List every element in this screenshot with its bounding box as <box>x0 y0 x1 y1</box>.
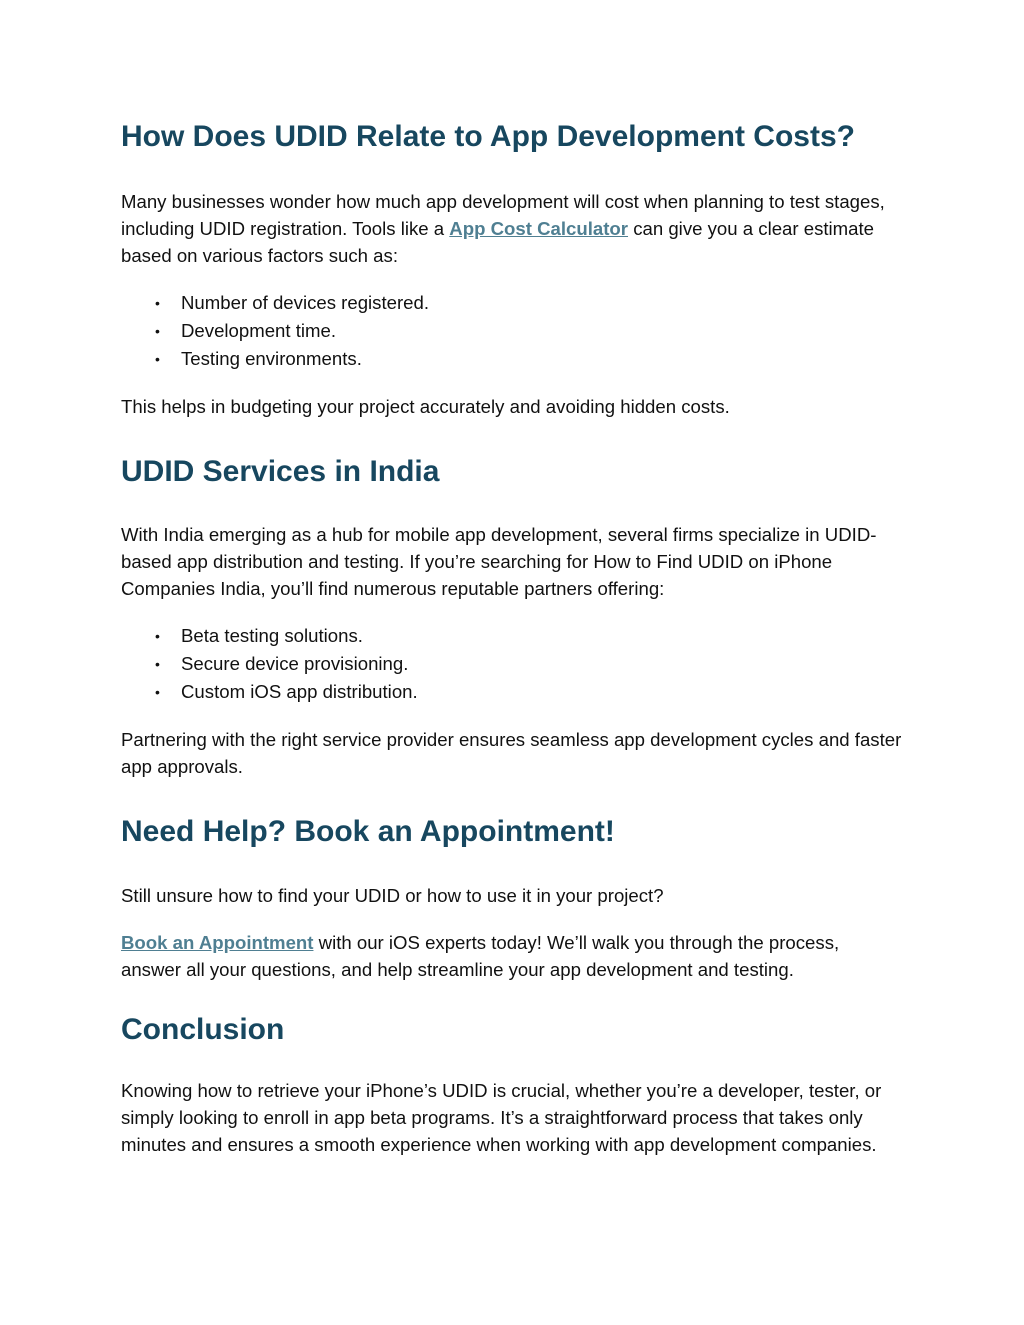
list-item <box>121 317 904 345</box>
paragraph-partnering: Partnering with the right service provider ensures seamless app development cycles and faster app approvals. <box>121 729 902 777</box>
paragraph-book-appointment <box>121 929 904 983</box>
heading-app-development-costs: How Does UDID Relate to App Development Costs? <box>121 120 855 153</box>
paragraph-still-unsure: Still unsure how to find your UDID or how to use it in your project? <box>121 885 664 906</box>
list-item <box>121 678 904 706</box>
list-item <box>121 345 904 373</box>
bullet-icon: • <box>155 656 160 672</box>
list-item-text: Custom iOS app distribution. <box>181 681 418 702</box>
paragraph-conclusion: Knowing how to retrieve your iPhone’s UDID is crucial, whether you’re a developer, tester, or simply looking to enroll in app beta programs. It’s a straightforward process that takes only minutes and ensures a smooth experience when working with app development companies. <box>121 1080 882 1155</box>
heading-udid-services-india: UDID Services in India <box>121 455 440 488</box>
cost-factors-list <box>121 289 904 373</box>
cost-intro-text-end: can give you a clear estimate based on various factors such as: <box>121 218 875 266</box>
heading-book-appointment: Need Help? Book an Appointment! <box>121 815 615 848</box>
list-item <box>121 650 904 678</box>
paragraph-india-intro: With India emerging as a hub for mobile app development, several firms specialize in UDID-based app distribution and testing. If you’re searching for How to Find UDID on iPhone Companies India, you’ll find numerous reputable partners offering: <box>121 524 877 599</box>
paragraph-budgeting: This helps in budgeting your project accurately and avoiding hidden costs. <box>121 396 730 417</box>
list-item-text: Testing environments. <box>181 348 362 369</box>
cost-intro-text-start: Many businesses wonder how much app development will cost when planning to test stages, including UDID registration. Tools like a <box>121 191 885 239</box>
bullet-icon: • <box>155 323 160 339</box>
book-appointment-text: with our iOS experts today! We’ll walk you through the process, answer all your questions, and help streamline your app development and testing. <box>121 932 840 980</box>
book-appointment-link[interactable]: Book an Appointment <box>121 932 314 953</box>
bullet-icon: • <box>155 628 160 644</box>
list-item-text: Beta testing solutions. <box>181 625 363 646</box>
heading-conclusion: Conclusion <box>121 1013 285 1046</box>
bullet-icon: • <box>155 295 160 311</box>
list-item-text: Number of devices registered. <box>181 292 430 313</box>
list-item <box>121 289 904 317</box>
paragraph-cost-intro <box>121 188 904 269</box>
list-item <box>121 622 904 650</box>
bullet-icon: • <box>155 351 160 367</box>
bullet-icon: • <box>155 684 160 700</box>
list-item-text: Development time. <box>181 320 337 341</box>
app-cost-calculator-link[interactable]: App Cost Calculator <box>449 218 629 239</box>
list-item-text: Secure device provisioning. <box>181 653 409 674</box>
service-offerings-list <box>121 622 904 706</box>
